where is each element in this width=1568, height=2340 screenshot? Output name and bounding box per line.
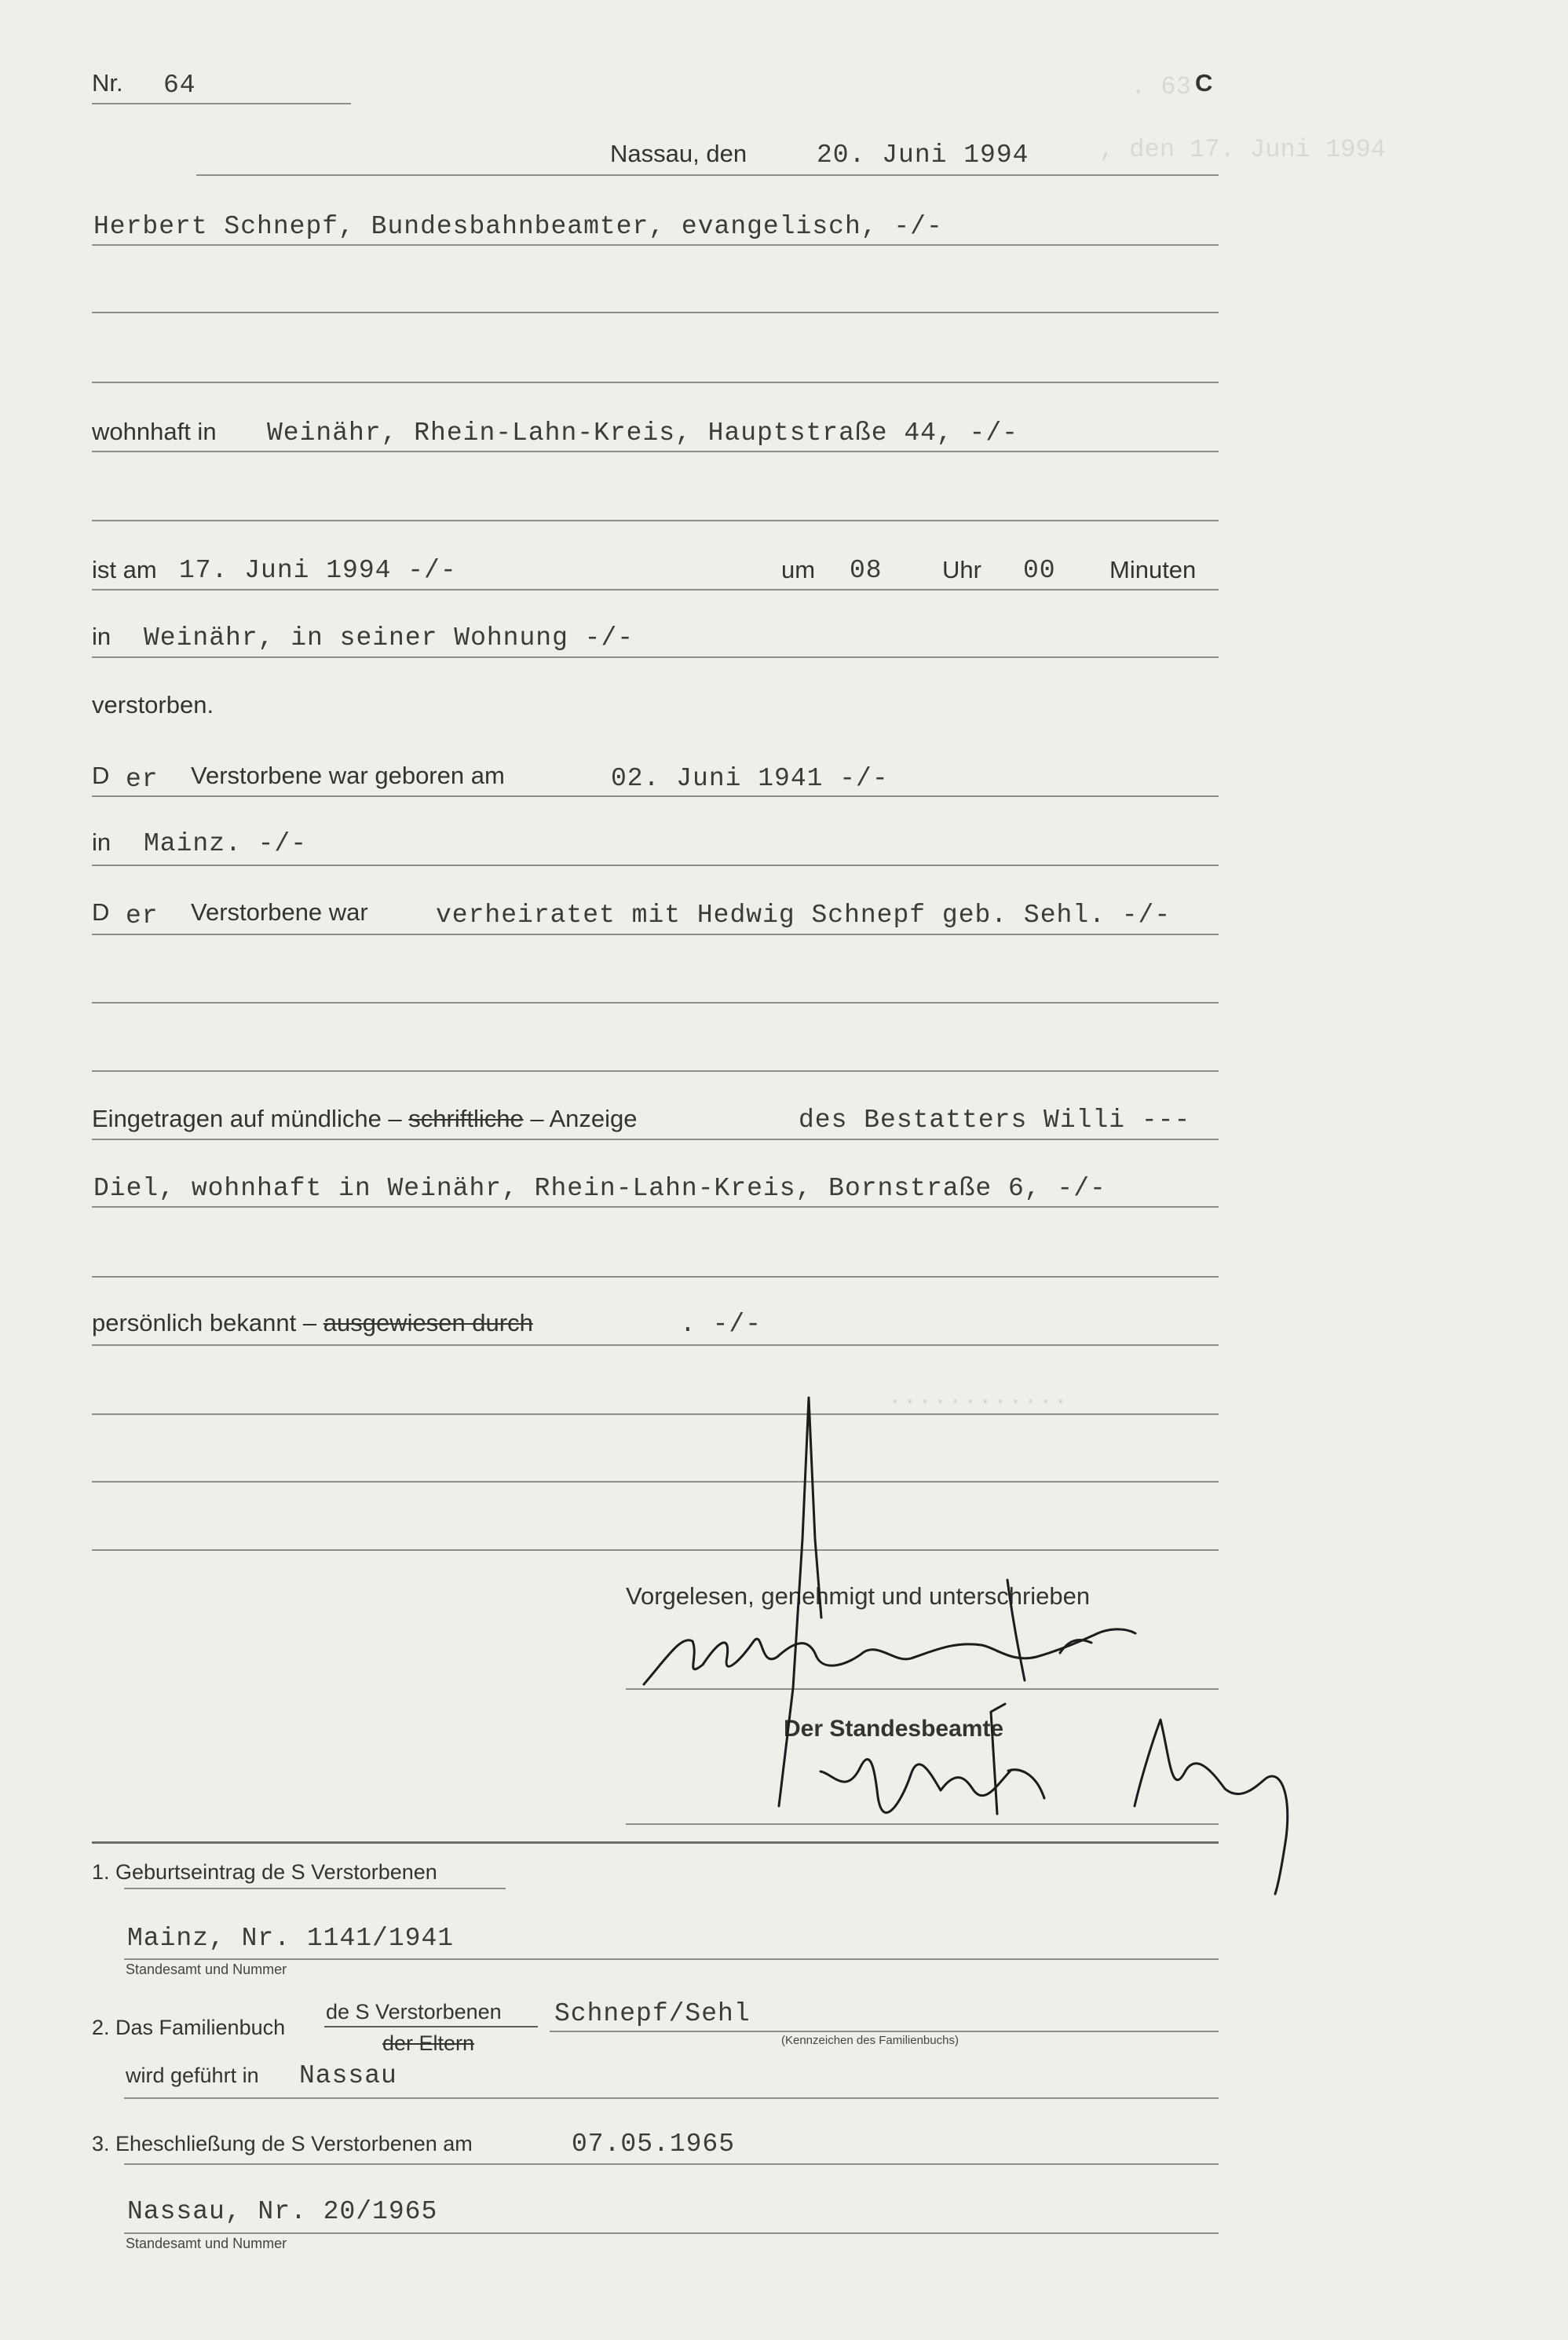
birth-d-label: D: [92, 762, 110, 789]
birth-date: 02. Juni 1941 -/-: [611, 764, 889, 793]
footer-item-1-line: [124, 1958, 1219, 1960]
footer-item-1-underline: [124, 1888, 506, 1889]
death-hour: 08: [850, 556, 883, 585]
footer-item-2-fraction-line: [324, 2026, 538, 2027]
death-place-label: in: [92, 623, 111, 650]
nr-label: Nr.: [92, 69, 123, 97]
identity-text: . -/-: [680, 1310, 762, 1339]
footer-item-2-caption: (Kennzeichen des Familienbuchs): [781, 2034, 959, 2047]
person-line: Herbert Schnepf, Bundesbahnbeamter, evangelisch, -/-: [93, 212, 943, 241]
identity-known: persönlich bekannt –: [92, 1309, 317, 1336]
footer-item-1-caption: Standesamt und Nummer: [126, 1962, 287, 1977]
registration-suffix: – Anzeige: [530, 1105, 638, 1132]
footer-item-3-date: 07.05.1965: [572, 2130, 736, 2159]
deceased-label: verstorben.: [92, 691, 214, 718]
birth-place-label: in: [92, 828, 111, 856]
place-date-prefix: Nassau, den: [610, 140, 747, 167]
birth-label: Verstorbene war geboren am: [191, 762, 505, 789]
bleed-through-text: , den 17. Juni 1994: [1099, 135, 1386, 164]
footer-item-3-value: Nassau, Nr. 20/1965: [127, 2197, 438, 2226]
death-uhr-label: Uhr: [942, 556, 981, 583]
read-approved-label: Vorgelesen, genehmigt und unterschrieben: [626, 1582, 1091, 1610]
footer-item-2-kept-value: Nassau: [299, 2061, 397, 2090]
registration-struck: schriftliche: [408, 1105, 524, 1132]
footer-item-1-label: 1. Geburtseintrag de S Verstorbenen: [92, 1860, 437, 1884]
footer-item-2-line: [550, 2031, 1219, 2032]
marriage-d-label: D: [92, 898, 110, 926]
footer-item-2-kept-line: [124, 2097, 1219, 2099]
death-date-value: 17. Juni 1994 -/-: [179, 556, 457, 585]
footer-item-3-value-line: [124, 2232, 1219, 2234]
birth-er: er: [126, 765, 159, 794]
identity-struck: ausgewiesen durch: [323, 1309, 533, 1336]
registration-text-1: des Bestatters Willi ---: [799, 1106, 1191, 1135]
form-letter: C: [1195, 69, 1213, 97]
address-value: Weinähr, Rhein-Lahn-Kreis, Hauptstraße 44, -/-: [267, 419, 1018, 448]
footer-item-2-label: 2. Das Familienbuch: [92, 2016, 286, 2039]
footer-item-3-line: [124, 2163, 1219, 2165]
footer-item-2-option-1: de S Verstorbenen: [326, 2000, 502, 2024]
death-place-value: Weinähr, in seiner Wohnung -/-: [144, 623, 634, 653]
bleed-through-text: ............: [887, 1382, 1069, 1411]
registration-text-2: Diel, wohnhaft in Weinähr, Rhein-Lahn-Kreis, Bornstraße 6, -/-: [93, 1174, 1106, 1203]
bleed-through-text: . 63: [1131, 72, 1191, 101]
death-minutes-label: Minuten: [1109, 556, 1197, 583]
birth-place: Mainz. -/-: [144, 829, 308, 858]
marriage-er: er: [126, 901, 159, 931]
registrar-label: Der Standesbeamte: [784, 1716, 1004, 1742]
footer-item-3-label: 3. Eheschließung de S Verstorbenen am: [92, 2132, 473, 2155]
footer-separator: [92, 1841, 1219, 1844]
footer-item-2-option-2: der Eltern: [382, 2031, 475, 2055]
marriage-text: verheiratet mit Hedwig Schnepf geb. Sehl. -/-: [436, 901, 1171, 930]
registration-prefix: Eingetragen auf mündliche –: [92, 1105, 402, 1132]
marriage-label: Verstorbene war: [191, 898, 368, 926]
record-date: 20. Juni 1994: [817, 141, 1029, 170]
death-date-label: ist am: [92, 556, 157, 583]
footer-item-2-kept-label: wird geführt in: [126, 2064, 259, 2087]
death-minutes: 00: [1023, 556, 1056, 585]
footer-item-1-value: Mainz, Nr. 1141/1941: [127, 1924, 455, 1953]
death-um-label: um: [781, 556, 816, 583]
address-label: wohnhaft in: [92, 418, 217, 445]
footer-item-3-caption: Standesamt und Nummer: [126, 2236, 287, 2251]
nr-value: 64: [163, 71, 196, 100]
footer-item-2-value: Schnepf/Sehl: [554, 1999, 751, 2028]
